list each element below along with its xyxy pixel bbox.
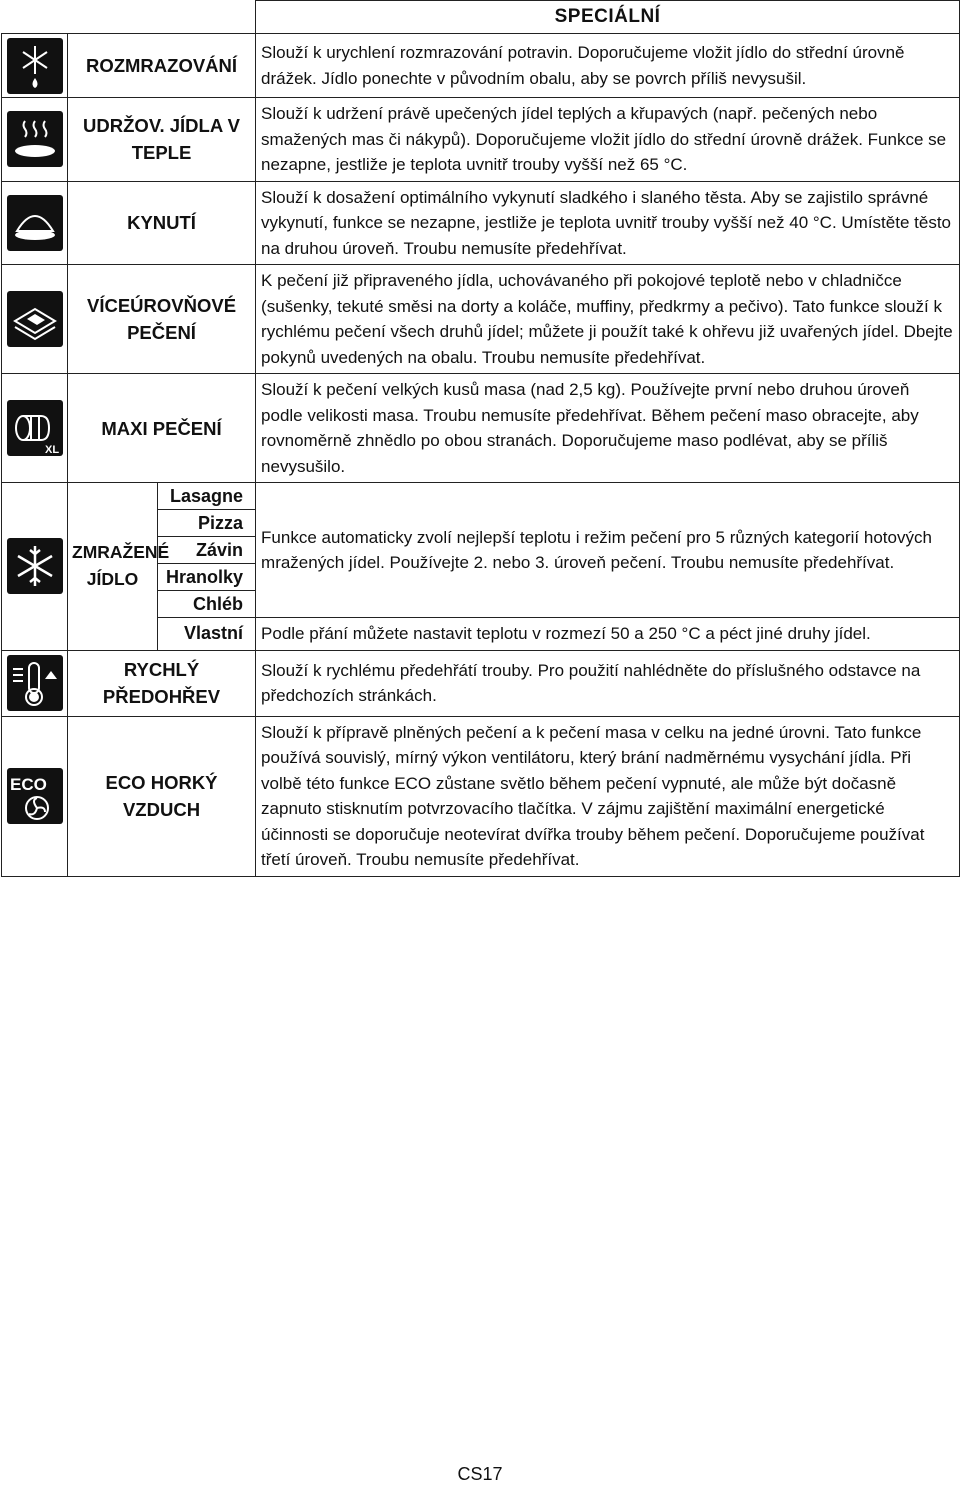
mode-row-rapid-preheat bbox=[2, 650, 960, 716]
mode-description: Podle přání můžete nastavit teplotu v rozmezí 50 a 250 °C a péct jiné druhy jídel. bbox=[256, 618, 960, 651]
mode-name: UDRŽOV. JÍDLA V TEPLE bbox=[68, 98, 256, 182]
svg-text:ECO: ECO bbox=[9, 775, 47, 794]
mode-row-eco-forced-air bbox=[2, 716, 960, 876]
eco-fan-icon bbox=[7, 768, 63, 824]
section-title: SPECIÁLNÍ bbox=[256, 1, 960, 34]
mode-description: K pečení již připraveného jídla, uchovávaného při pokojové teplotě nebo v chladničce (sušenky, tekuté směsi na dorty a koláče, muffiny, předkrmy a pečivo). Tato funkce slouží k rychlému pečení všech druhů jídel; můžete ji použít také k ohřevu již uvařených jídel. Dbejte pokynů uvedených na obalu. Troubu nemusíte předehřívat. bbox=[256, 265, 960, 374]
roast-xl-icon bbox=[7, 400, 63, 456]
frozen-sub-chleb: Chléb bbox=[158, 591, 256, 618]
mode-name: ZMRAŽENÉ JÍDLO bbox=[68, 483, 158, 651]
multilevel-tray-icon bbox=[7, 291, 63, 347]
frozen-sub-pizza: Pizza bbox=[158, 510, 256, 537]
special-modes-table bbox=[1, 0, 960, 877]
mode-row-maxi bbox=[2, 374, 960, 483]
mode-description: Slouží k dosažení optimálního vykynutí sladkého i slaného těsta. Aby se zajistilo správné vykynutí, funkce se nezapne, jestliže je teplota uvnitř trouby vyšší než 40 °C. Umístěte těsto na druhou úroveň. Troubu nemusíte předehřívat. bbox=[256, 181, 960, 265]
mode-row-rising bbox=[2, 181, 960, 265]
mode-name: ROZMRAZOVÁNÍ bbox=[68, 34, 256, 98]
mode-description: Funkce automaticky zvolí nejlepší teplotu i režim pečení pro 5 různých kategorií hotových mražených jídel. Používejte 2. nebo 3. úroveň pečení. Troubu nemusíte předehřívat. bbox=[256, 483, 960, 618]
mode-row-defrost bbox=[2, 34, 960, 98]
frozen-sub-lasagne: Lasagne bbox=[158, 483, 256, 510]
frozen-sub-hranolky: Hranolky bbox=[158, 564, 256, 591]
page-number: CS17 bbox=[457, 1464, 503, 1484]
mode-description: Slouží k přípravě plněných pečení a k pečení masa v celku na jedné úrovni. Tato funkce používá souvislý, mírný výkon ventilátoru, který brání nadměrnému vysychání jídla. Při volbě této funkce ECO zůstane světlo během pečení vypnuté, ale může být dočasně zapnuto stisknutím potvrzovacího tlačítka. V zájmu zajištění maximální energetické účinnosti se doporučuje neotevírat dvířka trouby během pečení. Doporučujeme používat třetí úroveň. Troubu nemusíte předehřívat. bbox=[256, 716, 960, 876]
frozen-sub-zavin: Závin bbox=[158, 537, 256, 564]
snowflake-drop-icon bbox=[7, 38, 63, 94]
svg-text:XL: XL bbox=[44, 444, 59, 456]
mode-description: Slouží k udržení právě upečených jídel teplých a křupavých (např. pečených nebo smažených mas či nákypů). Doporučujeme vložit jídlo do střední úrovně drážek. Funkce se nezapne, jestliže je teplota uvnitř trouby vyšší než 65 °C. bbox=[256, 98, 960, 182]
mode-name: MAXI PEČENÍ bbox=[68, 374, 256, 483]
mode-description: Slouží k pečení velkých kusů masa (nad 2,5 kg). Používejte první nebo druhou úroveň podle velikosti masa. Troubu nemusíte předehřívat. Během pečení maso obracejte, aby rovnoměrně zhnědlo po obou stranách. Doporučujeme maso podlévat, aby se příliš nevysušilo. bbox=[256, 374, 960, 483]
frozen-sub-vlastni: Vlastní bbox=[158, 618, 256, 651]
frozen-food-snowflake-icon bbox=[7, 538, 63, 594]
mode-name: VÍCEÚROVŇOVÉ PEČENÍ bbox=[68, 265, 256, 374]
mode-row-frozen bbox=[2, 483, 960, 510]
mode-name: ECO HORKÝ VZDUCH bbox=[68, 716, 256, 876]
mode-name: RYCHLÝ PŘEDOHŘEV bbox=[68, 650, 256, 716]
mode-name: KYNUTÍ bbox=[68, 181, 256, 265]
thermometer-preheat-icon bbox=[7, 655, 63, 711]
mode-description: Slouží k rychlému předehřátí trouby. Pro použití nahlédněte do příslušného odstavce na předchozích stránkách. bbox=[256, 650, 960, 716]
warm-dish-steam-icon bbox=[7, 111, 63, 167]
mode-description: Slouží k urychlení rozmrazování potravin. Doporučujeme vložit jídlo do střední úrovně drážek. Jídlo ponechte v původním obalu, aby se povrch příliš nevysušil. bbox=[256, 34, 960, 98]
mode-row-multilevel bbox=[2, 265, 960, 374]
mode-row-keep-warm bbox=[2, 98, 960, 182]
dough-rising-icon bbox=[7, 195, 63, 251]
